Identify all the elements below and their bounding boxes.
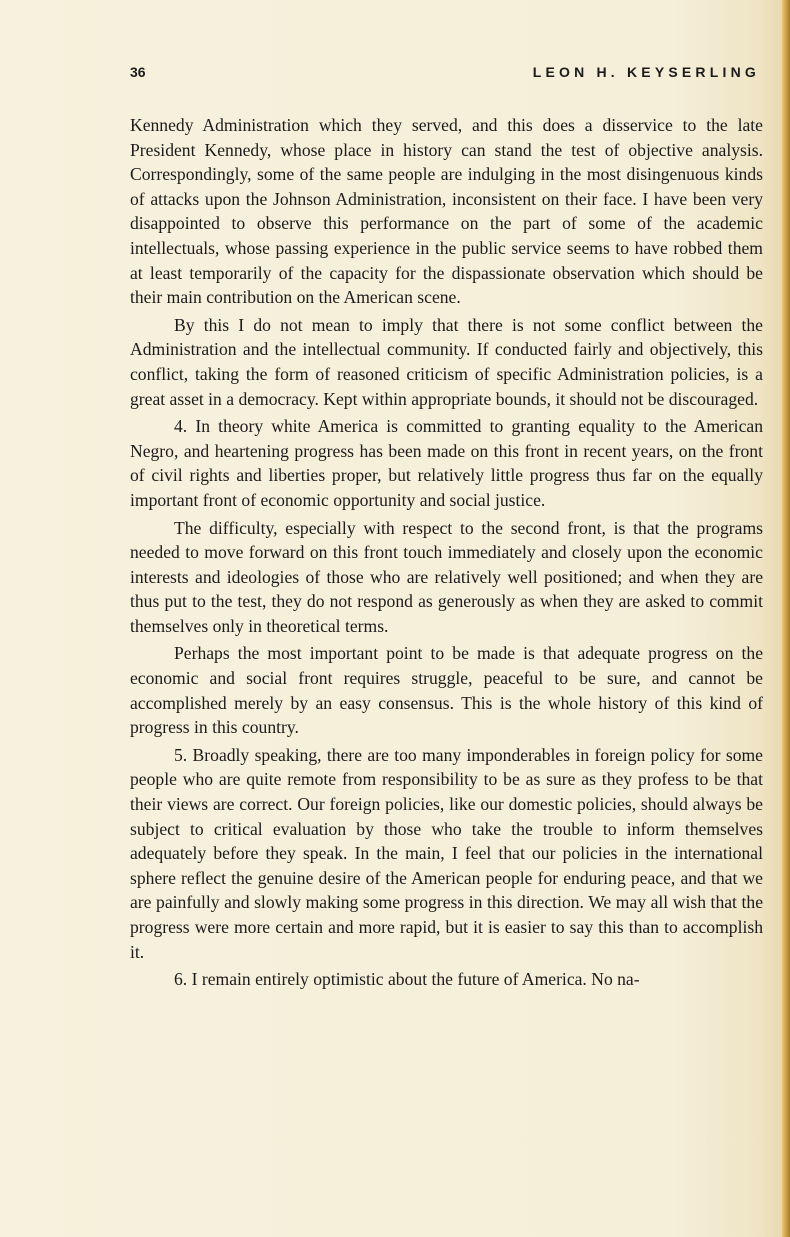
- paragraph-3: 4. In theory white America is committed to granting equality to the American Negro, and heartening progress has been made on this front in recent years, on the front of civil rights and liberties proper, but relatively little progress thus far on the equally important front of economic opportunity and social justice.: [130, 416, 763, 510]
- paragraph-5: Perhaps the most important point to be made is that adequate progress on the economic and social front requires struggle, peaceful to be sure, and cannot be accomplished merely by an easy consensus. This is the whole history of this kind of progress in this country.: [130, 643, 763, 738]
- running-head: LEON H. KEYSERLING: [532, 64, 760, 80]
- page-number: 36: [130, 64, 146, 80]
- page-header: [130, 64, 760, 88]
- paragraph-4: The difficulty, especially with respect to the second front, is that the programs needed to move forward on this front touch immediately and closely upon the economic interests and ideologies of those who are relatively well positioned; and when they are thus put to the test, they do not respond as generously as when they are asked to commit themselves only in theoretical terms.: [130, 517, 763, 636]
- paragraph-6: 5. Broadly speaking, there are too many imponderables in foreign policy for some people who are quite remote from responsibility to be as sure as they profess to be that their views are correct. Our foreign policies, like our domestic policies, should always be subject to critical evaluation by those who take the trouble to inform themselves adequately before they speak. In the main, I feel that our policies in the international sphere reflect the genuine desire of the American people for enduring peace, and that we are painfully and slowly making some progress in this direction. We may all wish that the progress were more certain and more rapid, but it is easier to say this than to accomplish it.: [130, 744, 763, 962]
- body-text: [130, 113, 763, 992]
- page-edge: [782, 0, 790, 1237]
- paragraph-1: Kennedy Administration which they served, and this does a disservice to the late President Kennedy, whose place in history can stand the test of objective analysis. Correspondingly, some of the same people are indulging in the most disingenuous kinds of attacks upon the Johnson Administration, inconsistent on their face. I have been very disappointed to observe this performance on the part of some of the academic intellectuals, whose passing experience in the public service seems to have robbed them at least temporarily of the capacity for the dispassionate observation which should be their main contribution on the American scene.: [130, 115, 763, 308]
- paragraph-7: 6. I remain entirely optimistic about the future of America. No na-: [174, 969, 640, 990]
- paragraph-2: By this I do not mean to imply that there is not some conflict between the Administration and the intellectual community. If conducted fairly and objectively, this conflict, taking the form of reasoned criticism of specific Administration policies, is a great asset in a democracy. Kept within appropriate bounds, it should not be discouraged.: [130, 314, 763, 409]
